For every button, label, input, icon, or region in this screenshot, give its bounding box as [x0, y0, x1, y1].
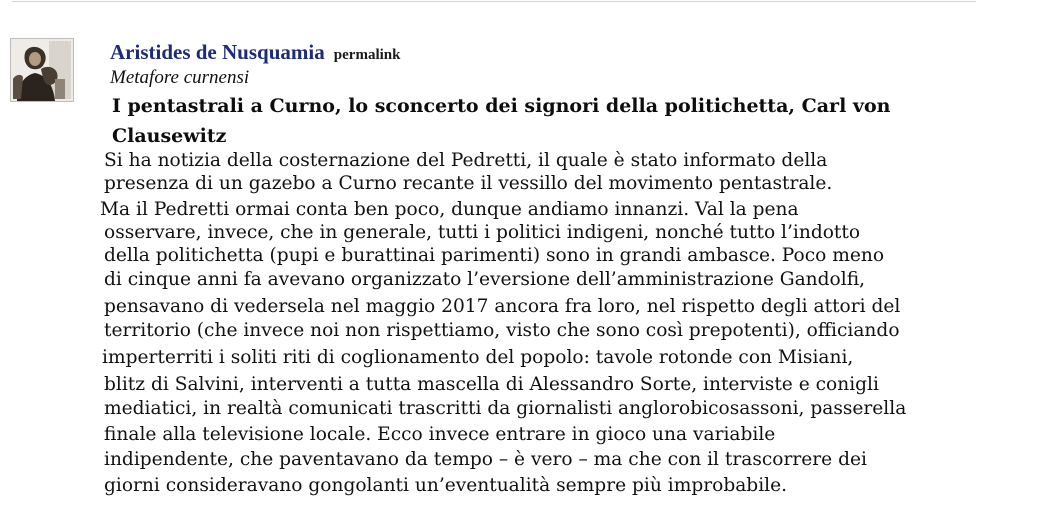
portrait-photo-icon	[11, 39, 73, 101]
post-title: I pentastrali a Curno, lo sconcerto dei signori della politichetta, Carl von Clausewitz	[112, 95, 891, 147]
body-line: osservare, invece, che in generale, tutti i politici indigeni, nonché tutto l’indotto	[104, 222, 861, 243]
body-line: giorni consideravano gongolanti un’eventualità sempre più improbabile.	[104, 475, 788, 496]
body-line: imperterriti i soliti riti di coglionamento del popolo: tavole rotonde con Misiani,	[102, 347, 854, 368]
body-line: mediatici, in realtà comunicati trascritti da giornalisti anglorobicosassoni, passerella	[104, 398, 907, 419]
body-line: di cinque anni fa avevano organizzato l’eversione dell’amministrazione Gandolfi,	[104, 269, 866, 290]
body-line: territorio (che invece noi non rispettiamo, visto che sono così prepotenti), officiando	[104, 320, 900, 341]
top-divider	[12, 1, 976, 2]
body-line: indipendente, che paventavano da tempo – è vero – ma che con il trascorrere dei	[104, 449, 867, 470]
post-header	[110, 38, 1050, 90]
author-avatar[interactable]	[10, 38, 74, 102]
body-line: pensavano di vedersela nel maggio 2017 ancora fra loro, nel rispetto degli attori del	[104, 296, 901, 317]
permalink-link[interactable]: permalink	[333, 47, 401, 63]
body-line: della politichetta (pupi e burattinai parimenti) sono in grandi ambasce. Poco meno	[104, 245, 885, 266]
body-line: Si ha notizia della costernazione del Pedretti, il quale è stato informato della	[104, 150, 828, 171]
author-name[interactable]: Aristides de Nusquamia	[110, 40, 325, 64]
body-line: blitz di Salvini, interventi a tutta mascella di Alessandro Sorte, interviste e conigli	[104, 374, 879, 395]
body-line: finale alla televisione locale. Ecco invece entrare in gioco una variabile	[104, 424, 776, 445]
author-line	[110, 38, 1050, 66]
body-line: presenza di un gazebo a Curno recante il vessillo del movimento pentastrale.	[104, 173, 833, 194]
blog-name[interactable]: Metafore curnensi	[110, 67, 250, 88]
body-line: Ma il Pedretti ormai conta ben poco, dunque andiamo innanzi. Val la pena	[100, 199, 799, 220]
